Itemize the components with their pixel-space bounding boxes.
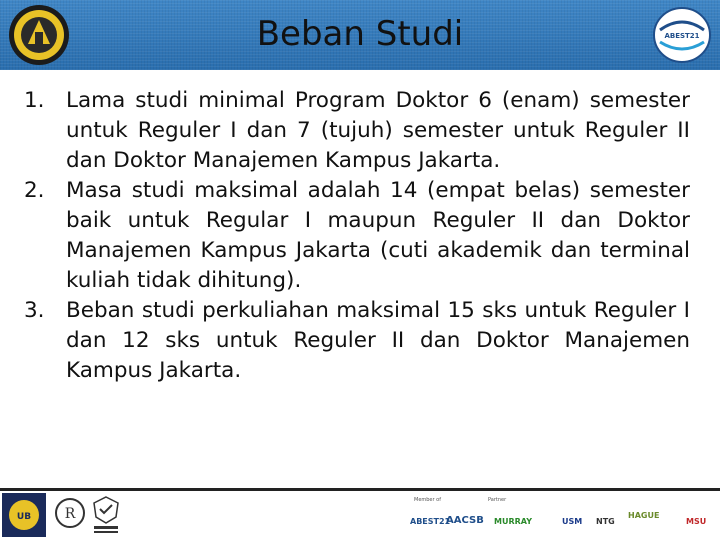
usm-logo: USM — [562, 517, 583, 526]
list-item-text: Beban studi perkuliahan maksimal 15 sks untuk Reguler I dan 12 sks untuk Reguler II dan Doktor Manajemen Kampus Jakarta. — [66, 298, 690, 383]
svg-text:UB: UB — [16, 512, 32, 522]
partner-label: Partner — [488, 497, 507, 503]
certification-badge-icon — [90, 495, 122, 535]
member-of-label: Member of — [414, 497, 441, 503]
abest21-footer-logo: ABEST21 — [410, 517, 451, 526]
registered-mark-icon — [54, 497, 86, 529]
murray-logo: MURRAY — [494, 517, 532, 526]
page-title: Beban Studi — [256, 14, 464, 54]
list-item-number: 2. — [24, 178, 45, 203]
ntg-logo: NTG — [596, 517, 615, 526]
list-item-number: 1. — [24, 88, 45, 113]
list-item — [24, 296, 690, 386]
hague-logo: HAGUE — [628, 511, 660, 520]
footer-logo-strip — [0, 491, 720, 540]
aacsb-logo: AACSB — [446, 515, 484, 526]
study-load-list — [24, 86, 690, 386]
list-item-number: 3. — [24, 298, 45, 323]
list-item — [24, 176, 690, 296]
svg-text:R: R — [64, 506, 76, 522]
list-item — [24, 86, 690, 176]
msu-logo: MSU — [686, 517, 707, 526]
faculty-logo-icon — [2, 493, 46, 537]
abest21-logo-text: ABEST21 — [664, 32, 700, 40]
list-item-text: Masa studi maksimal adalah 14 (empat belas) semester baik untuk Regular I maupun Reguler II dan Doktor Manajemen Kampus Jakarta (cuti akademik dan terminal kuliah tidak dihitung). — [66, 178, 690, 293]
abest21-logo-icon — [652, 6, 712, 64]
list-item-text: Lama studi minimal Program Doktor 6 (enam) semester untuk Reguler I dan 7 (tujuh) semester untuk Reguler II dan Doktor Manajemen Kampus Jakarta. — [66, 88, 690, 173]
